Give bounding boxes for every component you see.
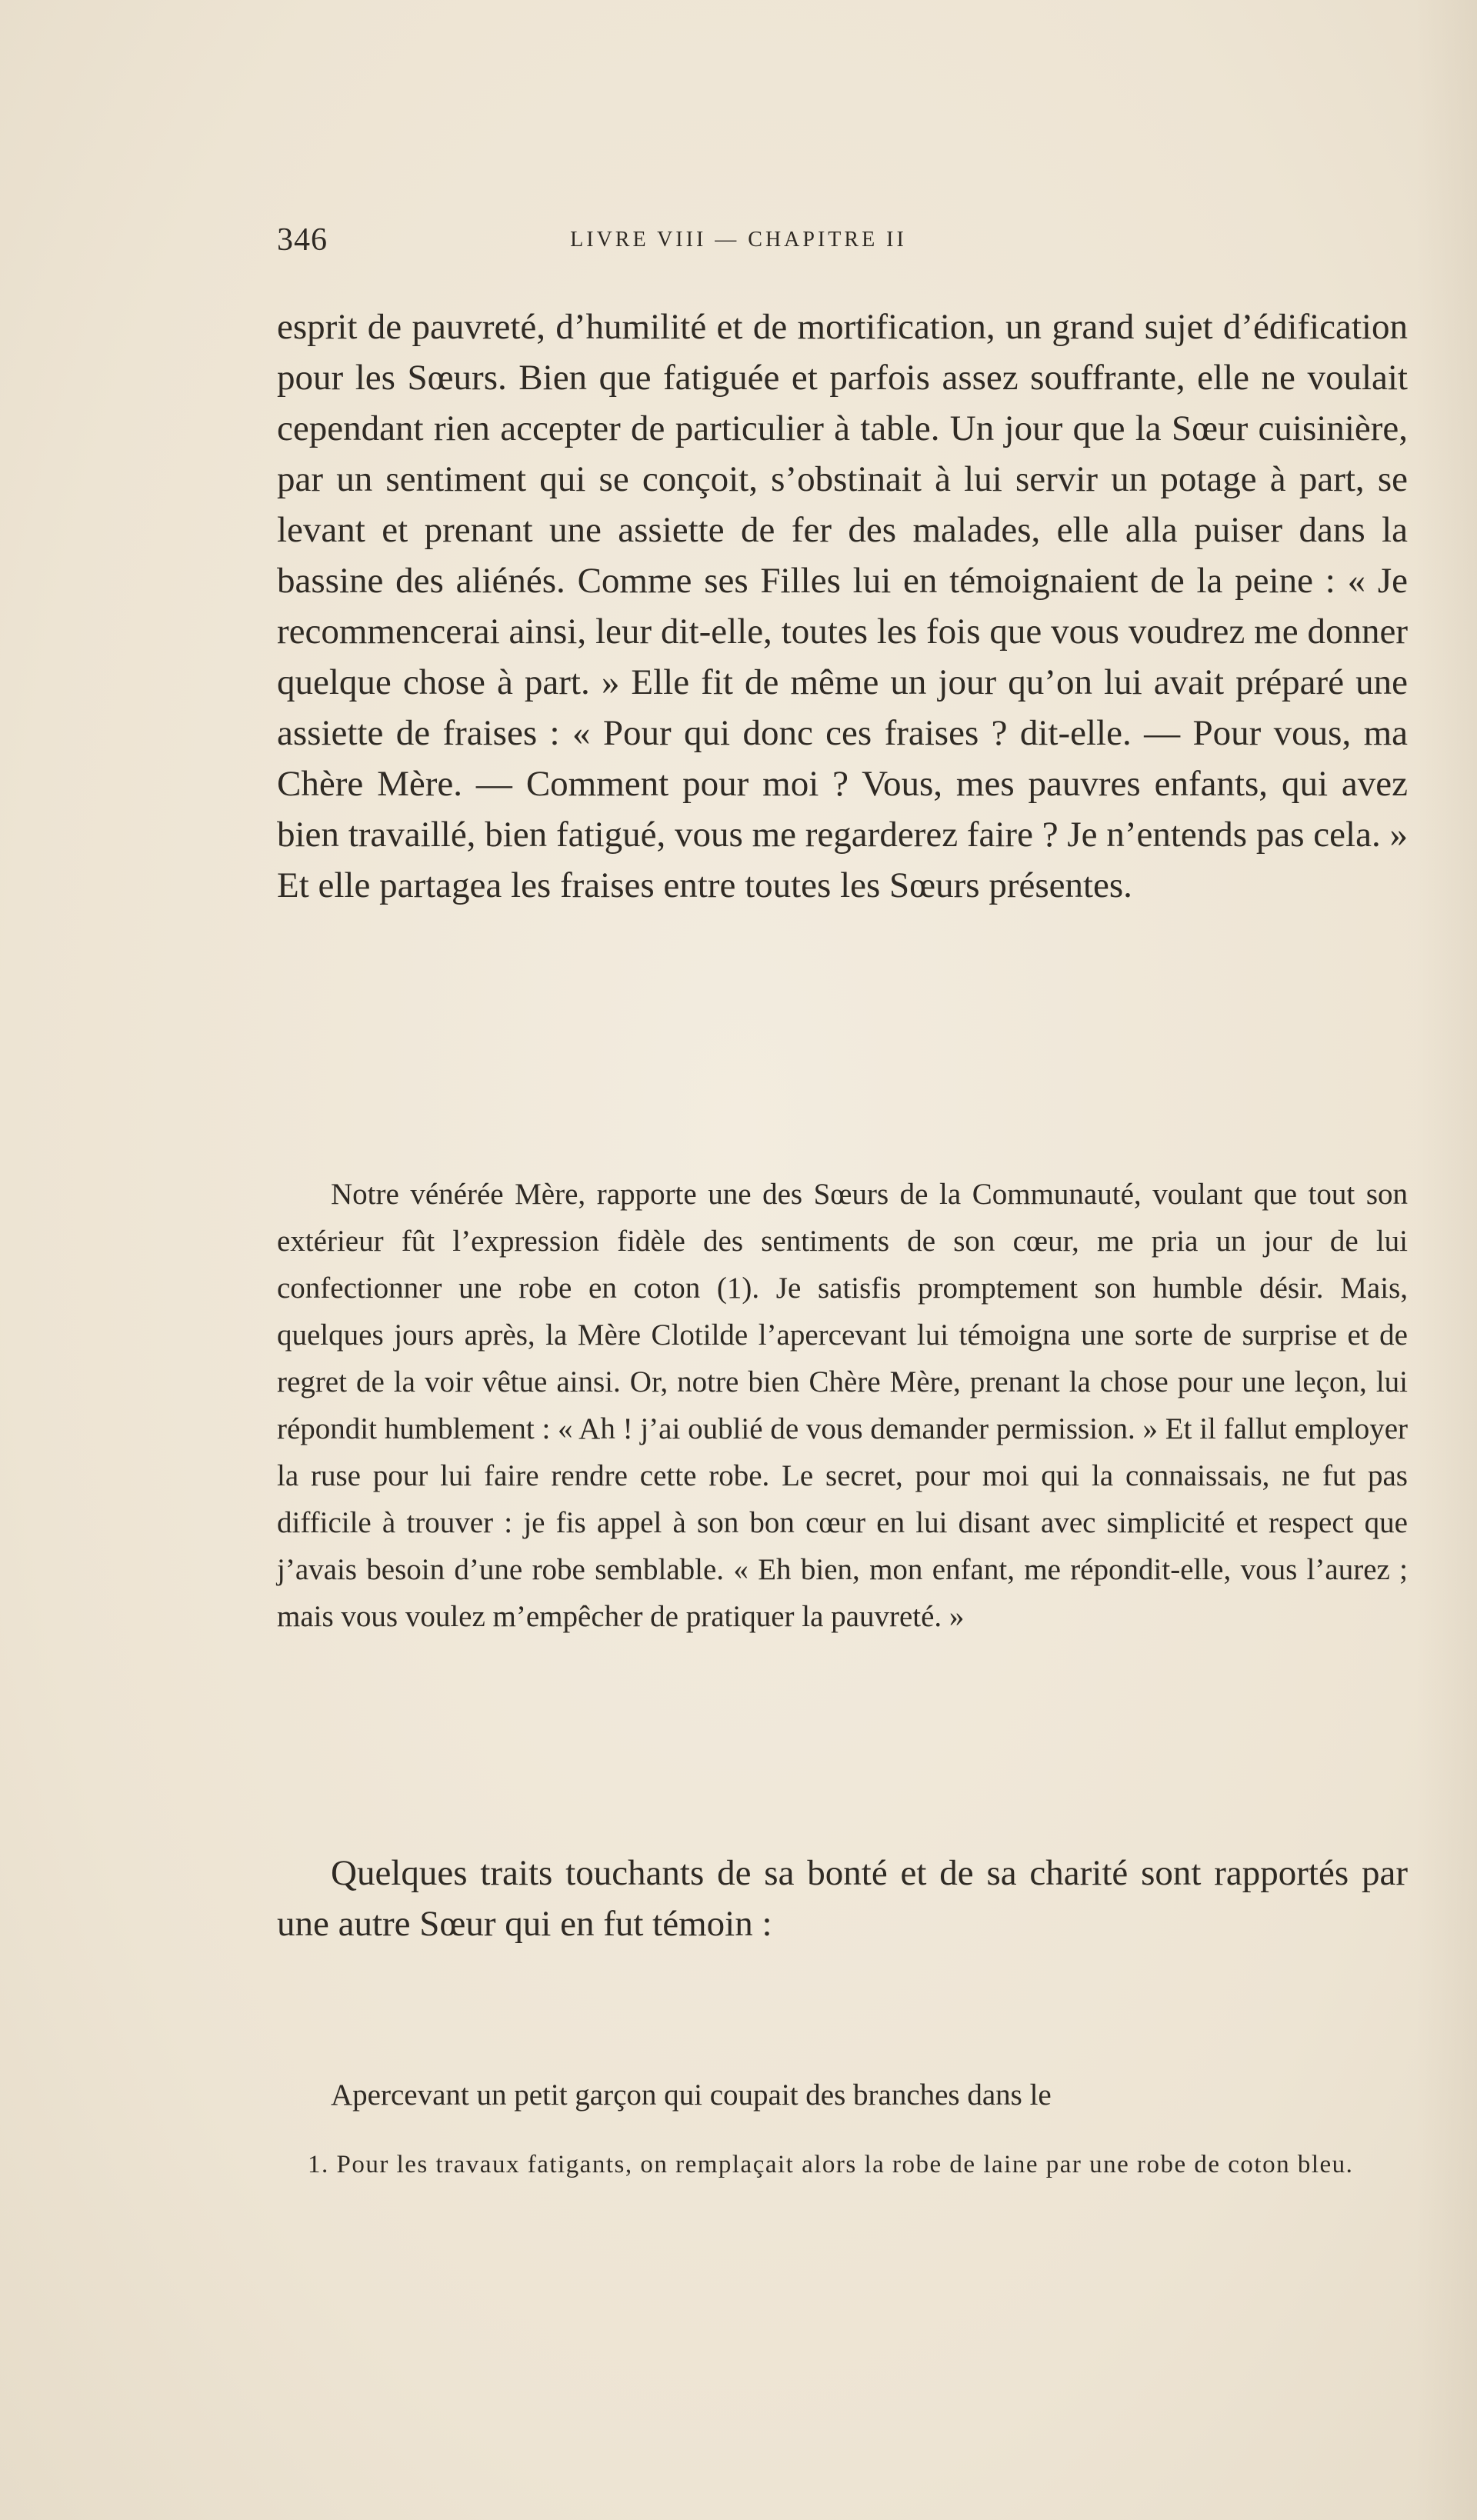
paragraph-anecdote	[277, 2072, 1408, 2118]
page-edge-shadow	[1415, 0, 1477, 2520]
paragraph-main	[277, 302, 1408, 911]
paragraph-4: Apercevant un petit garçon qui coupait des branches dans le	[331, 2078, 1052, 2112]
page-header	[277, 222, 1200, 268]
paragraph-quote	[277, 1171, 1408, 1640]
running-head: LIVRE VIII — CHAPITRE II	[570, 228, 907, 252]
paragraph-2: Notre vénérée Mère, rapporte une des Sœurs de la Communauté, voulant que tout son extérieur fût l’expression fidèle des sentiments de son cœur, me pria un jour de lui confectionner une robe en coton (1). Je satisfis promptement son humble désir. Mais, quelques jours après, la Mère Clotilde l’apercevant lui témoigna une sorte de surprise et de regret de la voir vêtue ainsi. Or, notre bien Chère Mère, prenant la chose pour une leçon, lui répondit humblement : « Ah ! j’ai oublié de vous demander permission. » Et il fallut employer la ruse pour lui faire rendre cette robe. Le secret, pour moi qui la connaissais, ne fut pas difficile à trouver : je fis appel à son bon cœur en lui disant avec simplicité et respect que j’avais besoin d’une robe semblable. « Eh bien, mon enfant, me répondit-elle, vous l’aurez ; mais vous voulez m’empêcher de pratiquer la pauvreté. »	[277, 1178, 1408, 1633]
paragraph-1: esprit de pauvreté, d’humilité et de mortification, un grand sujet d’édification pour les Sœurs. Bien que fatiguée et parfois assez souffrante, elle ne voulait cependant rien accepter de particulier à table. Un jour que la Sœur cuisinière, par un sentiment qui se conçoit, s’obstinait à lui servir un potage à part, se levant et prenant une assiette de fer des malades, elle alla puiser dans la bassine des aliénés. Comme ses Filles lui en témoignaient de la peine : « Je recommencerai ainsi, leur dit-elle, toutes les fois que vous voudrez me donner quelque chose à part. » Elle fit de même un jour qu’on lui avait préparé une assiette de fraises : « Pour qui donc ces fraises ? dit-elle. — Pour vous, ma Chère Mère. — Comment pour moi ? Vous, mes pauvres enfants, qui avez bien travaillé, bien fatigué, vous me regarderez faire ? Je n’entends pas cela. » Et elle partagea les fraises entre toutes les Sœurs présentes.	[277, 307, 1408, 905]
page-number: 346	[277, 222, 328, 258]
paragraph-3: Quelques traits touchants de sa bonté et de sa charité sont rapportés par une autre Sœur qui en fut témoin :	[277, 1853, 1408, 1944]
footnote: 1. Pour les travaux fatigants, on remplaçait alors la robe de laine par une robe de coton bleu.	[308, 2151, 1354, 2178]
paragraph-traits	[277, 1848, 1408, 1949]
